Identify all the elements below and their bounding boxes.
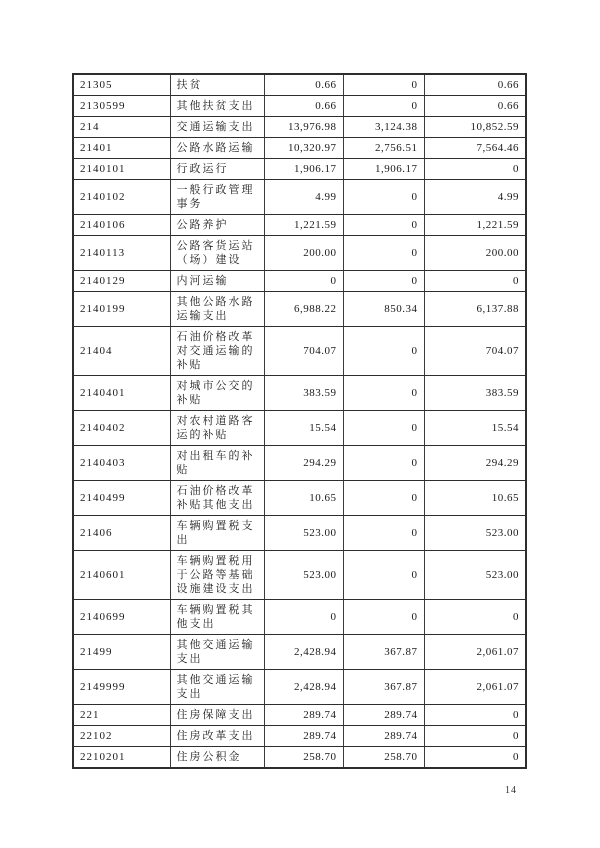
item-name-cell: 扶贫 — [170, 74, 264, 96]
amount-col3-cell: 0 — [424, 726, 526, 747]
table-row — [73, 551, 526, 600]
item-name-cell: 行政运行 — [170, 159, 264, 180]
budget-code-cell: 22102 — [73, 726, 170, 747]
item-name-cell: 车辆购置税其他支出 — [170, 600, 264, 635]
amount-total-cell: 0.66 — [264, 74, 343, 96]
amount-col2-cell: 0 — [343, 516, 424, 551]
amount-col3-cell: 704.07 — [424, 327, 526, 376]
amount-total-cell: 10.65 — [264, 481, 343, 516]
table-row — [73, 292, 526, 327]
amount-col2-cell: 0 — [343, 600, 424, 635]
amount-col3-cell: 383.59 — [424, 376, 526, 411]
budget-code-cell: 21404 — [73, 327, 170, 376]
budget-code-cell: 2140129 — [73, 271, 170, 292]
amount-col2-cell: 0 — [343, 271, 424, 292]
amount-total-cell: 1,906.17 — [264, 159, 343, 180]
amount-total-cell: 0.66 — [264, 96, 343, 117]
amount-col3-cell: 294.29 — [424, 446, 526, 481]
budget-code-cell: 2140106 — [73, 215, 170, 236]
amount-col2-cell: 258.70 — [343, 747, 424, 769]
table-row — [73, 271, 526, 292]
table-row — [73, 180, 526, 215]
item-name-cell: 石油价格改革补贴其他支出 — [170, 481, 264, 516]
budget-code-cell: 2140401 — [73, 376, 170, 411]
item-name-cell: 对农村道路客运的补贴 — [170, 411, 264, 446]
amount-col3-cell: 523.00 — [424, 516, 526, 551]
budget-code-cell: 21499 — [73, 635, 170, 670]
budget-code-cell: 2130599 — [73, 96, 170, 117]
amount-col3-cell: 0.66 — [424, 96, 526, 117]
amount-col2-cell: 3,124.38 — [343, 117, 424, 138]
table-row — [73, 705, 526, 726]
amount-col3-cell: 0 — [424, 600, 526, 635]
amount-total-cell: 6,988.22 — [264, 292, 343, 327]
amount-total-cell: 10,320.97 — [264, 138, 343, 159]
item-name-cell: 其他交通运输支出 — [170, 670, 264, 705]
item-name-cell: 住房保障支出 — [170, 705, 264, 726]
amount-col3-cell: 2,061.07 — [424, 635, 526, 670]
item-name-cell: 住房改革支出 — [170, 726, 264, 747]
item-name-cell: 石油价格改革对交通运输的补贴 — [170, 327, 264, 376]
table-row — [73, 138, 526, 159]
budget-code-cell: 21305 — [73, 74, 170, 96]
amount-col2-cell: 0 — [343, 96, 424, 117]
amount-total-cell: 1,221.59 — [264, 215, 343, 236]
amount-col3-cell: 4.99 — [424, 180, 526, 215]
amount-col2-cell: 0 — [343, 376, 424, 411]
amount-total-cell: 15.54 — [264, 411, 343, 446]
item-name-cell: 车辆购置税用于公路等基础设施建设支出 — [170, 551, 264, 600]
amount-col3-cell: 200.00 — [424, 236, 526, 271]
amount-col3-cell: 10,852.59 — [424, 117, 526, 138]
item-name-cell: 公路养护 — [170, 215, 264, 236]
budget-code-cell: 2140499 — [73, 481, 170, 516]
amount-total-cell: 289.74 — [264, 705, 343, 726]
item-name-cell: 公路客货运站（场）建设 — [170, 236, 264, 271]
table-row — [73, 159, 526, 180]
budget-code-cell: 2140601 — [73, 551, 170, 600]
amount-col2-cell: 367.87 — [343, 670, 424, 705]
amount-col3-cell: 0 — [424, 271, 526, 292]
amount-col3-cell: 15.54 — [424, 411, 526, 446]
table-row — [73, 96, 526, 117]
table-row — [73, 726, 526, 747]
amount-total-cell: 0 — [264, 600, 343, 635]
budget-code-cell: 2140403 — [73, 446, 170, 481]
table-row — [73, 117, 526, 138]
amount-total-cell: 704.07 — [264, 327, 343, 376]
item-name-cell: 交通运输支出 — [170, 117, 264, 138]
amount-col2-cell: 0 — [343, 74, 424, 96]
budget-code-cell: 21406 — [73, 516, 170, 551]
budget-code-cell: 214 — [73, 117, 170, 138]
amount-col2-cell: 289.74 — [343, 705, 424, 726]
budget-code-cell: 2140402 — [73, 411, 170, 446]
amount-total-cell: 383.59 — [264, 376, 343, 411]
budget-code-cell: 2140113 — [73, 236, 170, 271]
amount-total-cell: 294.29 — [264, 446, 343, 481]
item-name-cell: 公路水路运输 — [170, 138, 264, 159]
budget-code-cell: 2210201 — [73, 747, 170, 769]
table-row — [73, 600, 526, 635]
item-name-cell: 其他扶贫支出 — [170, 96, 264, 117]
amount-col3-cell: 10.65 — [424, 481, 526, 516]
budget-code-cell: 21401 — [73, 138, 170, 159]
table-row — [73, 236, 526, 271]
amount-col3-cell: 0 — [424, 705, 526, 726]
amount-col2-cell: 0 — [343, 481, 424, 516]
table-row — [73, 747, 526, 769]
table-row — [73, 481, 526, 516]
amount-col3-cell: 0.66 — [424, 74, 526, 96]
amount-total-cell: 0 — [264, 271, 343, 292]
amount-total-cell: 523.00 — [264, 516, 343, 551]
amount-total-cell: 200.00 — [264, 236, 343, 271]
budget-code-cell: 2140102 — [73, 180, 170, 215]
budget-code-cell: 221 — [73, 705, 170, 726]
amount-col2-cell: 0 — [343, 446, 424, 481]
amount-total-cell: 2,428.94 — [264, 670, 343, 705]
amount-col2-cell: 1,906.17 — [343, 159, 424, 180]
table-row — [73, 411, 526, 446]
amount-col2-cell: 289.74 — [343, 726, 424, 747]
table-row — [73, 376, 526, 411]
amount-col3-cell: 523.00 — [424, 551, 526, 600]
item-name-cell: 内河运输 — [170, 271, 264, 292]
amount-col2-cell: 2,756.51 — [343, 138, 424, 159]
amount-col2-cell: 0 — [343, 551, 424, 600]
amount-total-cell: 523.00 — [264, 551, 343, 600]
table-row — [73, 670, 526, 705]
table-row — [73, 74, 526, 96]
table-row — [73, 635, 526, 670]
budget-expenditure-table — [72, 73, 527, 769]
table-row — [73, 327, 526, 376]
amount-col3-cell: 6,137.88 — [424, 292, 526, 327]
item-name-cell: 住房公积金 — [170, 747, 264, 769]
budget-code-cell: 2140101 — [73, 159, 170, 180]
item-name-cell: 一般行政管理事务 — [170, 180, 264, 215]
amount-total-cell: 289.74 — [264, 726, 343, 747]
amount-total-cell: 4.99 — [264, 180, 343, 215]
amount-col3-cell: 7,564.46 — [424, 138, 526, 159]
amount-col2-cell: 850.34 — [343, 292, 424, 327]
item-name-cell: 其他交通运输支出 — [170, 635, 264, 670]
item-name-cell: 车辆购置税支出 — [170, 516, 264, 551]
amount-col2-cell: 0 — [343, 215, 424, 236]
page-number: 14 — [505, 785, 517, 796]
amount-total-cell: 2,428.94 — [264, 635, 343, 670]
table-row — [73, 446, 526, 481]
amount-col3-cell: 0 — [424, 159, 526, 180]
amount-col3-cell: 2,061.07 — [424, 670, 526, 705]
budget-code-cell: 2140199 — [73, 292, 170, 327]
budget-code-cell: 2140699 — [73, 600, 170, 635]
amount-total-cell: 13,976.98 — [264, 117, 343, 138]
budget-code-cell: 2149999 — [73, 670, 170, 705]
amount-col2-cell: 0 — [343, 180, 424, 215]
amount-col2-cell: 367.87 — [343, 635, 424, 670]
amount-col2-cell: 0 — [343, 236, 424, 271]
item-name-cell: 对城市公交的补贴 — [170, 376, 264, 411]
table-row — [73, 215, 526, 236]
item-name-cell: 对出租车的补贴 — [170, 446, 264, 481]
amount-col2-cell: 0 — [343, 327, 424, 376]
item-name-cell: 其他公路水路运输支出 — [170, 292, 264, 327]
amount-col2-cell: 0 — [343, 411, 424, 446]
amount-col3-cell: 1,221.59 — [424, 215, 526, 236]
amount-total-cell: 258.70 — [264, 747, 343, 769]
amount-col3-cell: 0 — [424, 747, 526, 769]
table-row — [73, 516, 526, 551]
